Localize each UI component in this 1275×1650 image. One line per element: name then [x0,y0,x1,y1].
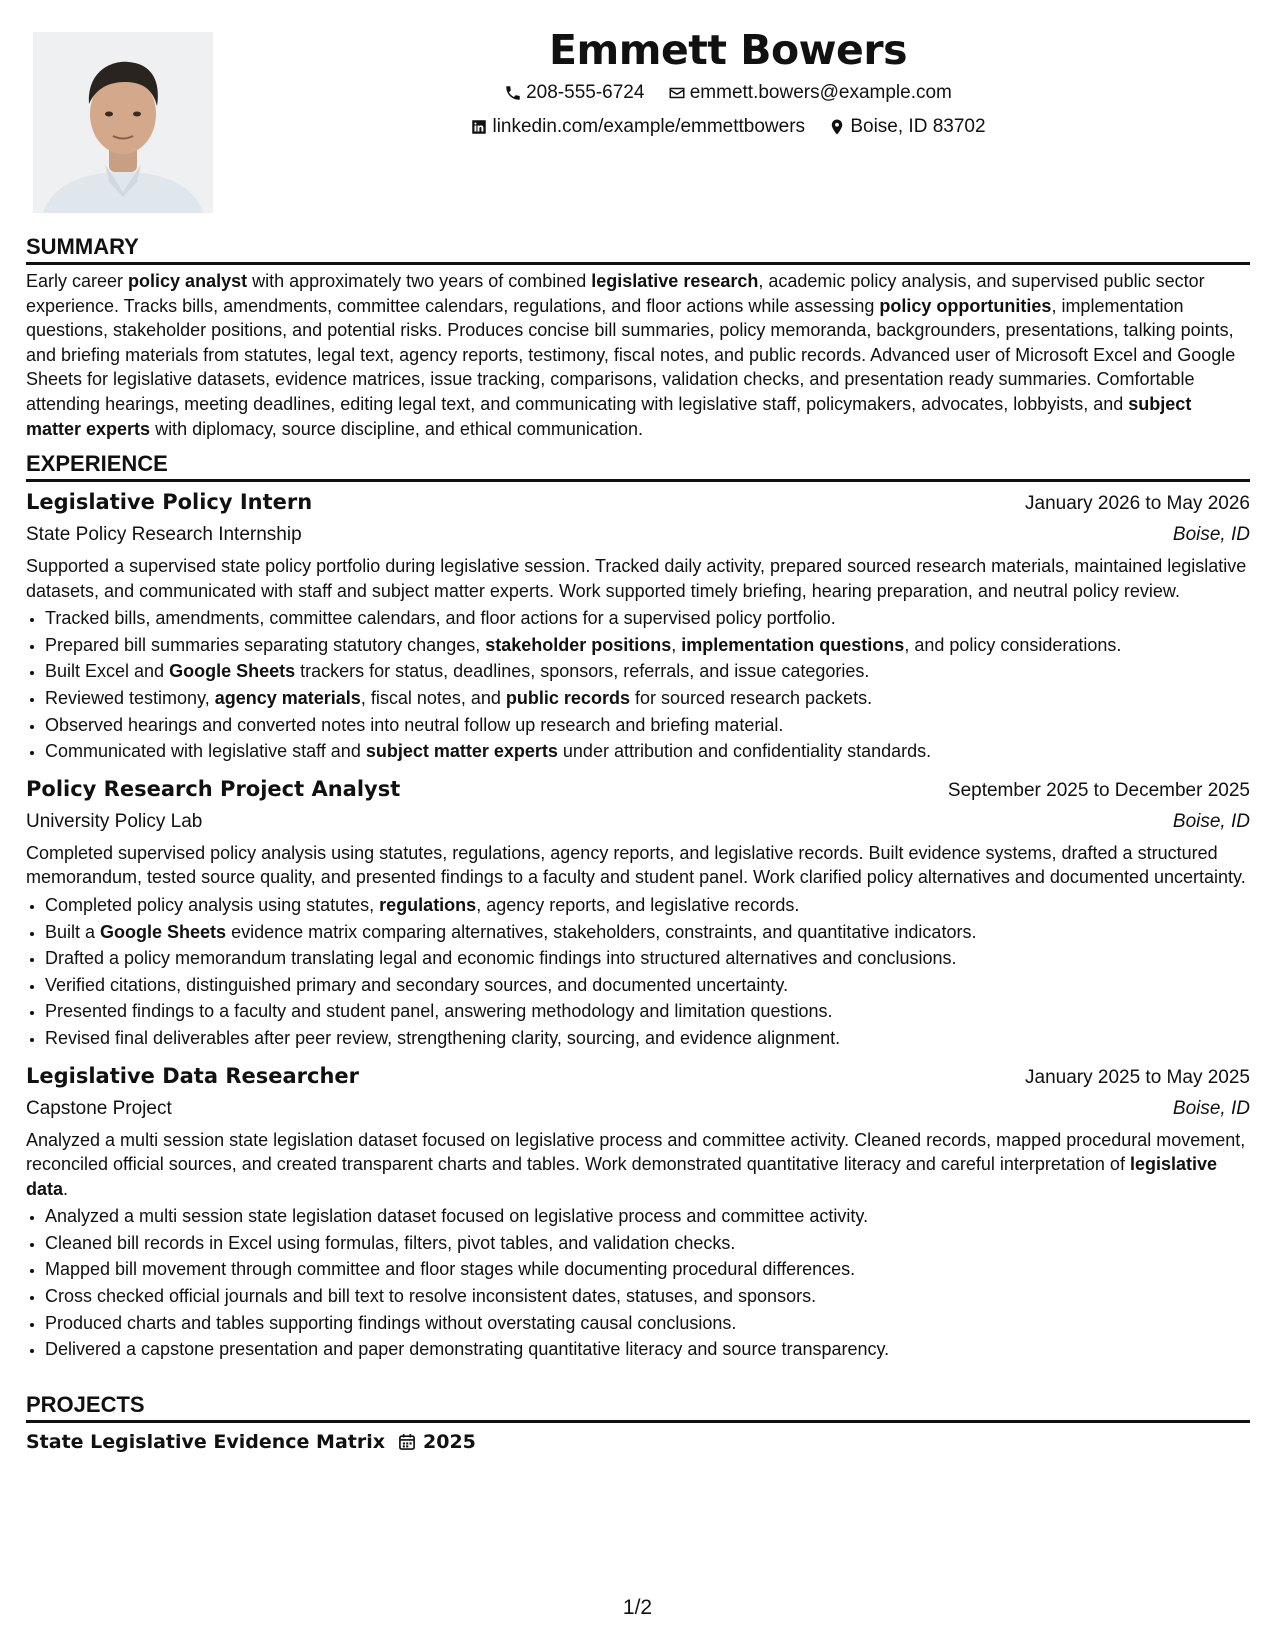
bullet-item [45,998,1250,1025]
linkedin-link[interactable]: linkedin.com/example/emmettbowers [492,116,806,137]
text-run: Reviewed testimony, [45,687,215,708]
phone-text[interactable]: 208-555-6724 [526,82,645,103]
bullet-item [45,605,1250,632]
bold-phrase: legislative data [26,1154,1217,1199]
bullet-item [45,632,1250,659]
candidate-name: Emmett Bowers [549,26,907,74]
text-run: Completed policy analysis using statutes, [45,894,380,915]
section-title-summary: SUMMARY [26,233,1250,265]
text-run: Analyzed a multi session state legislation dataset focused on legislative process and committee activity. [45,1206,869,1227]
text-run: Verified citations, distinguished primary and secondary sources, and documented uncertainty. [45,974,789,995]
linkedin-contact [470,112,805,142]
job-dates: January 2025 to May 2025 [1025,1066,1250,1088]
bold-phrase: implementation questions [681,634,905,655]
job-title: Policy Research Project Analyst [26,776,401,801]
job-title: Legislative Policy Intern [26,490,313,514]
experience-section [26,450,1250,1363]
job-bullets [26,1203,1250,1363]
text-run: Observed hearings and converted notes into neutral follow up research and briefing material. [45,714,784,735]
job-description [26,554,1250,603]
bullet-item [45,945,1250,972]
text-run: for sourced research packets. [629,687,873,708]
summary-section [26,233,1250,441]
text-run: with approximately two years of combined [247,271,592,291]
calendar-icon [397,1432,417,1452]
bullet-item [45,1310,1250,1337]
page-number: 1/2 [622,1596,653,1619]
text-run: Revised final deliverables after peer review, strengthening clarity, sourcing, and evidence alignment. [45,1027,841,1048]
phone-contact [504,78,644,108]
job-title: Legislative Data Researcher [26,1063,360,1088]
text-run: trackers for status, deadlines, sponsors, referrals, and issue categories. [295,661,870,682]
job-entry [26,773,1250,1052]
location-contact [828,112,985,142]
job-header [26,1060,1250,1094]
envelope-icon [668,84,686,102]
resume-page [26,0,1250,1650]
bold-phrase: subject matter experts [26,393,1192,439]
job-organization: State Policy Research Internship [26,524,302,545]
job-header [26,486,1250,520]
text-run: Cleaned bill records in Excel using formulas, filters, pivot tables, and validation checks. [45,1232,736,1253]
bold-phrase: public records [505,687,630,708]
bold-phrase: stakeholder positions [485,634,672,655]
text-run: evidence matrix comparing alternatives, stakeholders, constraints, and quantitative indicators. [226,921,977,942]
text-run: . [63,1178,69,1199]
text-run: , fiscal notes, and [360,687,506,708]
bullet-item [45,658,1250,685]
job-subheader [26,1094,1250,1124]
text-run: Delivered a capstone presentation and paper demonstrating quantitative literacy and source transparency. [45,1339,890,1360]
project-item [26,1427,1250,1457]
text-run: Supported a supervised state policy portfolio during legislative session. Tracked daily activity, prepared sourced research materials, maintained legislative datasets, and communicated with staff and subject matter experts. Work supported timely briefing, hearing preparation, and neutral policy review. [26,556,1247,601]
bold-phrase: legislative research [591,271,759,291]
text-run: Communicated with legislative staff and [45,741,366,762]
job-header [26,773,1250,807]
project-name: State Legislative Evidence Matrix [26,1431,386,1453]
contact-line-1 [206,78,1250,112]
bold-phrase: agency materials [214,687,361,708]
summary-text [26,269,1250,441]
job-location: Boise, ID [1172,810,1250,832]
phone-icon [504,84,522,102]
job-subheader [26,807,1250,837]
job-subheader [26,520,1250,550]
text-run: Tracked bills, amendments, committee calendars, and floor actions for a supervised policy portfolio. [45,608,836,629]
text-run: , [671,634,682,655]
job-entry [26,1060,1250,1363]
text-run: with diplomacy, source discipline, and ethical communication. [150,418,643,439]
bullet-item [45,685,1250,712]
bold-phrase: Google Sheets [100,921,227,942]
job-location: Boise, ID [1172,524,1250,545]
bullet-item [45,1256,1250,1283]
bullet-item [45,919,1250,946]
bullet-item [45,892,1250,919]
job-list [26,486,1250,1363]
email-link[interactable]: emmett.bowers@example.com [689,82,952,103]
bullet-item [45,1230,1250,1257]
bullet-item [45,1283,1250,1310]
map-pin-icon [828,118,846,136]
text-run: Produced charts and tables supporting findings without overstating causal conclusions. [45,1312,737,1333]
job-dates: September 2025 to December 2025 [947,779,1250,801]
section-title-experience: EXPERIENCE [26,450,1250,482]
text-run: Early career [26,271,129,291]
text-run: , agency reports, and legislative records. [476,894,800,915]
text-run: , implementation questions, stakeholder positions, and potential risks. Produces concise bill summaries, policy memoranda, backgrounders, presentations, talking points, and briefing materials from statutes, legal text, agency reports, testimony, fiscal notes, and public records. Advanced user of Microsoft Excel and Google Sheets for legislative datasets, evidence matrices, issue tracking, comparisons, validation checks, and presentation ready summaries. Comfortable attending hearings, meeting deadlines, editing legal text, and communicating with legislative staff, policymakers, advocates, lobbyists, and [26,295,1236,414]
email-contact [668,78,952,108]
bold-phrase: Google Sheets [169,661,296,682]
job-bullets [26,605,1250,765]
job-organization: University Policy Lab [26,810,203,832]
job-organization: Capstone Project [26,1097,172,1119]
job-description [26,1128,1250,1202]
text-run: Completed supervised policy analysis using statutes, regulations, agency reports, and legislative records. Built evidence systems, drafted a structured memorandum, tested source quality, and presented findings to a faculty and student panel. Work clarified policy alternatives and documented uncertainty. [26,842,1246,888]
job-bullets [26,892,1250,1052]
bullet-item [45,712,1250,739]
text-run: Prepared bill summaries separating statutory changes, [45,634,486,655]
bold-phrase: subject matter experts [365,741,558,762]
text-run: Cross checked official journals and bill text to resolve inconsistent dates, statuses, and sponsors. [45,1286,817,1307]
text-run: Analyzed a multi session state legislation dataset focused on legislative process and committee activity. Cleaned records, mapped procedural movement, reconciled official sources, and created transparent charts and tables. Work demonstrated quantitative literacy and careful interpretation of [26,1129,1246,1175]
job-entry [26,486,1250,765]
text-run: Built a [45,921,101,942]
text-run: , and policy considerations. [904,634,1122,655]
text-run: Built Excel and [45,661,170,682]
projects-section [26,1391,1250,1457]
bold-phrase: policy analyst [128,271,248,291]
job-description [26,841,1250,890]
bullet-item [45,1203,1250,1230]
job-dates: January 2026 to May 2026 [1025,493,1250,514]
bullet-item [45,1336,1250,1363]
bold-phrase: regulations [379,894,477,915]
bold-phrase: policy opportunities [879,295,1052,316]
contact-line-2 [206,112,1250,146]
text-run: Presented findings to a faculty and student panel, answering methodology and limitation questions. [45,1001,833,1022]
bullet-item [45,1025,1250,1052]
project-year: 2025 [423,1431,476,1453]
profile-photo [33,32,213,213]
text-run: under attribution and confidentiality standards. [557,741,932,762]
bullet-item [45,972,1250,999]
section-title-projects: PROJECTS [26,1391,1250,1423]
text-run: Drafted a policy memorandum translating legal and economic findings into structured alternatives and conclusions. [45,948,957,969]
text-run: , academic policy analysis, and supervised public sector experience. Tracks bills, amendments, committee calendars, regulations, and floor actions while assessing [26,271,1205,316]
text-run: Mapped bill movement through committee and floor stages while documenting procedural differences. [45,1259,856,1280]
location-text: Boise, ID 83702 [850,116,986,137]
person-portrait-icon [33,32,213,213]
job-location: Boise, ID [1172,1097,1250,1119]
linkedin-icon [470,118,488,136]
resume-header [206,22,1250,146]
bullet-item [45,738,1250,765]
